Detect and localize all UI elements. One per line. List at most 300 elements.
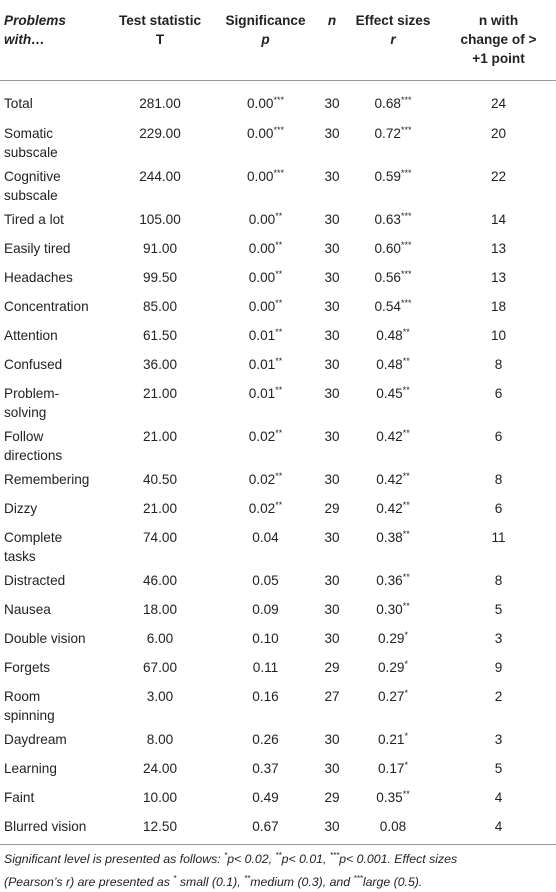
effect-size-stars: *** (400, 167, 412, 178)
effect-size-value: 0.54 (374, 298, 401, 314)
problem-label-cell (0, 323, 108, 352)
table-row (0, 352, 556, 381)
n-cell: 29 (324, 500, 340, 516)
footnote-sup: * (224, 851, 228, 860)
n-cell: 29 (324, 789, 340, 805)
n-change-cell: 4 (441, 814, 556, 845)
effect-size-stars: * (404, 687, 408, 698)
problem-label: Distracted (4, 572, 66, 588)
problem-label: Tired a lot (4, 211, 64, 227)
significance-cell (212, 727, 319, 756)
problem-label: Problem- (4, 385, 60, 401)
problem-label: Easily tired (4, 240, 71, 256)
header-test-statistic-line1: Test statistic (118, 13, 202, 28)
n-change-cell: 6 (494, 385, 503, 401)
effect-size-cell (345, 727, 441, 756)
effect-size-stars: * (404, 730, 408, 741)
test-statistic-cell: 281.00 (139, 95, 181, 111)
table-row (0, 568, 556, 597)
n-change-cell: 8 (494, 356, 503, 372)
effect-size-stars: ** (402, 788, 410, 799)
significance-cell (212, 352, 319, 381)
header-test-statistic (108, 0, 212, 80)
test-statistic-cell: 229.00 (139, 125, 181, 141)
significance-cell (212, 684, 319, 727)
significance-value: 0.49 (252, 789, 279, 805)
significance-value: 0.00 (248, 269, 276, 285)
test-statistic-cell: 244.00 (139, 168, 181, 184)
test-statistic-cell: 85.00 (142, 298, 178, 314)
header-row (0, 0, 556, 80)
effect-size-value: 0.45 (376, 385, 403, 401)
effect-size-value: 0.30 (376, 601, 403, 617)
problem-label-cell (0, 568, 108, 597)
problem-label: Follow (4, 428, 44, 444)
significance-value: 0.67 (252, 818, 279, 834)
footnote-text: large (0.5). (362, 875, 423, 890)
effect-size-stars: ** (402, 528, 410, 539)
effect-size-stars: ** (402, 384, 410, 395)
significance-value: 0.00 (248, 240, 276, 256)
header-n-change-line2: change of > (460, 32, 537, 47)
table-body (0, 80, 556, 844)
effect-size-value: 0.42 (376, 500, 403, 516)
significance-stars: ** (275, 239, 283, 250)
test-statistic-cell: 6.00 (146, 630, 174, 646)
problem-label-cell (0, 121, 108, 164)
problem-label: Room (4, 688, 41, 704)
problem-label: Nausea (4, 601, 51, 617)
effect-size-value: 0.68 (374, 95, 401, 111)
problem-label: subscale (4, 145, 58, 160)
significance-stars: ** (275, 326, 283, 337)
n-change-cell: 24 (490, 95, 507, 111)
significance-stars: ** (275, 384, 283, 395)
test-statistic-cell: 67.00 (142, 659, 178, 675)
significance-value: 0.37 (252, 760, 279, 776)
footnote-text: p< 0.001. Effect sizes (339, 852, 458, 867)
n-cell: 30 (324, 760, 340, 776)
significance-cell (212, 626, 319, 655)
n-cell: 30 (324, 240, 340, 256)
n-change-cell: 11 (491, 529, 506, 545)
effect-size-cell (345, 265, 441, 294)
table-row (0, 684, 556, 727)
n-change-cell: 10 (490, 327, 507, 343)
table-row (0, 626, 556, 655)
problem-label-cell (0, 352, 108, 381)
problem-label: subscale (4, 188, 58, 203)
effect-size-stars: ** (402, 499, 410, 510)
header-problems-line1: Problems (4, 13, 66, 28)
significance-cell (212, 785, 319, 814)
significance-cell (212, 655, 319, 684)
effect-size-cell (345, 381, 441, 424)
problem-label-cell (0, 381, 108, 424)
table-row (0, 496, 556, 525)
footnote-text: (Pearson’s r) are presented as (4, 875, 174, 890)
effect-size-cell (345, 785, 441, 814)
table-row (0, 323, 556, 352)
problem-label: Somatic (4, 125, 54, 141)
table-footnote (4, 846, 552, 892)
n-change-cell: 3 (494, 630, 503, 646)
table-row (0, 525, 556, 568)
n-change-cell: 14 (490, 211, 507, 227)
problem-label-cell (0, 265, 108, 294)
n-change-cell: 6 (494, 428, 503, 444)
effect-size-cell (345, 756, 441, 785)
test-statistic-cell: 10.00 (142, 789, 178, 805)
effect-size-value: 0.56 (374, 269, 401, 285)
effect-size-stars: ** (402, 571, 410, 582)
problem-label-cell (0, 814, 108, 845)
effect-size-stars: *** (400, 94, 412, 105)
significance-cell (212, 323, 319, 352)
effect-size-cell (345, 655, 441, 684)
significance-stars: ** (275, 470, 283, 481)
effect-size-stars: * (404, 759, 408, 770)
significance-value: 0.09 (252, 601, 279, 617)
problem-label: Concentration (4, 298, 89, 314)
significance-cell (212, 496, 319, 525)
effect-size-cell (345, 352, 441, 381)
effect-size-stars: * (404, 658, 408, 669)
footnote-sup: ** (244, 874, 251, 884)
problem-label: Headaches (4, 269, 73, 285)
effect-size-value: 0.29 (378, 659, 405, 675)
effect-size-value: 0.35 (376, 789, 403, 805)
table-row (0, 164, 556, 207)
effect-size-stars: ** (402, 427, 410, 438)
problem-label-cell (0, 164, 108, 207)
effect-size-value: 0.42 (376, 471, 403, 487)
significance-cell (212, 525, 319, 568)
effect-size-value: 0.21 (378, 731, 405, 747)
test-statistic-cell: 40.50 (142, 471, 178, 487)
significance-value: 0.00 (247, 125, 274, 141)
table-row (0, 381, 556, 424)
header-test-statistic-line2: T (155, 32, 165, 47)
n-cell: 30 (324, 269, 340, 285)
table-row (0, 424, 556, 467)
significance-stars: ** (275, 297, 283, 308)
n-change-cell: 8 (494, 471, 503, 487)
table-row (0, 597, 556, 626)
significance-cell (212, 467, 319, 496)
problem-label: Faint (4, 789, 35, 805)
significance-cell (212, 207, 319, 236)
effect-size-stars: ** (402, 355, 410, 366)
effect-size-stars: *** (400, 124, 412, 135)
effect-size-cell (345, 626, 441, 655)
problem-label-cell (0, 684, 108, 727)
effect-size-cell (345, 323, 441, 352)
significance-cell (212, 265, 319, 294)
effect-size-stars: ** (402, 326, 410, 337)
header-problems-line2: with… (4, 32, 45, 47)
effect-size-stars: *** (400, 210, 412, 221)
header-effect-sizes-line1: Effect sizes (355, 13, 431, 28)
effect-size-value: 0.48 (376, 327, 403, 343)
effect-size-cell (345, 80, 441, 121)
n-cell: 30 (319, 814, 345, 845)
problem-label-cell (0, 727, 108, 756)
significance-cell (212, 424, 319, 467)
significance-value: 0.16 (252, 688, 279, 704)
effect-size-cell (345, 121, 441, 164)
significance-cell (212, 294, 319, 323)
test-statistic-cell: 46.00 (142, 572, 178, 588)
significance-value: 0.00 (247, 95, 274, 111)
test-statistic-cell: 36.00 (142, 356, 178, 372)
problem-label-cell (0, 294, 108, 323)
n-cell: 30 (324, 529, 340, 545)
problem-label: Forgets (4, 659, 51, 675)
effect-size-value: 0.59 (374, 168, 401, 184)
test-statistic-cell: 99.50 (142, 269, 178, 285)
problem-label: Blurred vision (4, 818, 87, 834)
n-change-cell: 3 (494, 731, 503, 747)
n-cell: 30 (324, 168, 340, 184)
effect-size-value: 0.63 (374, 211, 401, 227)
effect-size-cell (345, 164, 441, 207)
effect-size-value: 0.48 (376, 356, 403, 372)
effect-size-cell (345, 814, 441, 845)
problem-label: Total (4, 95, 33, 111)
table-row (0, 655, 556, 684)
problem-label: Remembering (4, 471, 90, 487)
n-cell: 30 (324, 471, 340, 487)
test-statistic-cell: 3.00 (146, 688, 174, 704)
n-cell: 30 (324, 385, 340, 401)
header-problems (0, 0, 108, 80)
significance-stars: *** (273, 94, 284, 105)
problem-label: Complete (4, 529, 63, 545)
problem-label-cell (0, 756, 108, 785)
test-statistic-cell: 91.00 (142, 240, 178, 256)
effect-size-value: 0.72 (374, 125, 401, 141)
n-cell: 30 (324, 630, 340, 646)
header-significance-line2: p (261, 32, 270, 47)
problem-label: Dizzy (4, 500, 38, 516)
footnote-text: p< 0.01, (281, 852, 330, 867)
significance-stars: ** (275, 499, 283, 510)
n-change-cell: 13 (490, 240, 507, 256)
significance-cell (212, 756, 319, 785)
footnote-sup: ** (275, 851, 282, 860)
n-change-cell: 8 (494, 572, 503, 588)
footnote-sup: * (173, 874, 177, 884)
significance-value: 0.01 (248, 356, 276, 372)
effect-size-stars: * (404, 629, 408, 640)
problem-label: Daydream (4, 731, 67, 747)
n-change-cell: 13 (490, 269, 507, 285)
effect-size-cell (345, 467, 441, 496)
n-cell: 30 (324, 95, 340, 111)
problem-label: Attention (4, 327, 58, 343)
table-row (0, 294, 556, 323)
significance-cell (212, 164, 319, 207)
footnote-text: medium (0.3), and (250, 875, 354, 890)
table-row (0, 814, 556, 845)
significance-value: 0.00 (247, 168, 274, 184)
table-row (0, 207, 556, 236)
n-cell: 29 (324, 659, 340, 675)
table-row (0, 727, 556, 756)
significance-cell (212, 236, 319, 265)
significance-value: 0.05 (252, 572, 279, 588)
problem-label-cell (0, 655, 108, 684)
significance-cell (212, 814, 319, 845)
significance-value: 0.11 (252, 659, 279, 675)
n-change-cell: 4 (494, 789, 503, 805)
problem-label-cell (0, 785, 108, 814)
header-n-change-line3: +1 point (472, 51, 525, 66)
significance-cell (212, 568, 319, 597)
problem-label: spinning (4, 708, 55, 723)
n-cell: 30 (324, 572, 340, 588)
significance-cell (212, 80, 319, 121)
significance-stars: *** (273, 124, 284, 135)
n-change-cell: 6 (494, 500, 503, 516)
significance-stars: ** (275, 210, 283, 221)
header-n-change (441, 0, 556, 80)
significance-cell (212, 381, 319, 424)
problem-label: Double vision (4, 630, 86, 646)
n-cell: 30 (324, 125, 340, 141)
problem-label-cell (0, 626, 108, 655)
n-cell: 27 (324, 688, 340, 704)
footnote-text: Significant level is presented as follows: (4, 852, 225, 867)
effect-size-value: 0.42 (376, 428, 403, 444)
n-change-cell: 18 (490, 298, 507, 314)
test-statistic-cell: 105.00 (139, 211, 181, 227)
test-statistic-cell: 18.00 (142, 601, 178, 617)
test-statistic-cell: 8.00 (146, 731, 174, 747)
header-significance (212, 0, 319, 80)
problem-label-cell (0, 424, 108, 467)
n-cell: 30 (324, 298, 340, 314)
significance-value: 0.01 (248, 385, 276, 401)
significance-stars: ** (275, 355, 283, 366)
effect-size-stars: *** (400, 297, 412, 308)
significance-value: 0.10 (252, 630, 279, 646)
n-change-cell: 5 (494, 760, 503, 776)
problem-label: Cognitive (4, 168, 61, 184)
test-statistic-cell: 21.00 (142, 385, 178, 401)
significance-stars: ** (275, 268, 283, 279)
table-row (0, 756, 556, 785)
table-row (0, 80, 556, 121)
problem-label-cell (0, 496, 108, 525)
n-change-cell: 5 (494, 601, 503, 617)
effect-size-value: 0.38 (376, 529, 403, 545)
effect-size-cell (345, 496, 441, 525)
table-row (0, 121, 556, 164)
footnote-sup: *** (353, 874, 363, 884)
significance-value: 0.02 (248, 428, 276, 444)
problem-label: solving (4, 405, 47, 420)
effect-size-cell (345, 236, 441, 265)
significance-stars: ** (275, 427, 283, 438)
n-cell: 30 (324, 211, 340, 227)
header-effect-sizes (345, 0, 441, 80)
effect-size-stars: ** (402, 470, 410, 481)
header-effect-sizes-line2: r (390, 32, 396, 47)
problem-label-cell (0, 525, 108, 568)
test-statistic-cell: 74.00 (142, 529, 178, 545)
table-row (0, 265, 556, 294)
n-change-cell: 20 (490, 125, 507, 141)
n-cell: 30 (324, 731, 340, 747)
effect-size-cell (345, 207, 441, 236)
header-significance-line1: Significance (225, 13, 306, 28)
significance-value: 0.00 (248, 211, 276, 227)
n-change-cell: 2 (494, 688, 503, 704)
footnote-text: p< 0.02, (227, 852, 276, 867)
n-cell: 30 (324, 356, 340, 372)
problem-label: tasks (4, 549, 36, 564)
effect-size-cell (345, 424, 441, 467)
problem-label-cell (0, 236, 108, 265)
significance-value: 0.00 (248, 298, 276, 314)
test-statistic-cell: 24.00 (142, 760, 178, 776)
problem-label-cell (0, 207, 108, 236)
header-n-line1: n (327, 13, 337, 28)
effect-size-value: 0.29 (378, 630, 405, 646)
effect-size-value: 0.17 (378, 760, 405, 776)
significance-value: 0.04 (252, 529, 279, 545)
n-change-cell: 9 (494, 659, 503, 675)
table-row (0, 467, 556, 496)
effect-size-cell (345, 294, 441, 323)
significance-value: 0.01 (248, 327, 276, 343)
effect-size-cell (345, 597, 441, 626)
problem-label: Confused (4, 356, 63, 372)
header-n-change-line1: n with (478, 13, 519, 28)
footnote-text: small (0.1), (176, 875, 245, 890)
test-statistic-cell: 61.50 (142, 327, 178, 343)
test-statistic-cell: 21.00 (142, 500, 178, 516)
n-cell: 30 (324, 601, 340, 617)
problem-label: Learning (4, 760, 57, 776)
n-cell: 30 (324, 327, 340, 343)
significance-cell (212, 597, 319, 626)
n-cell: 30 (324, 428, 340, 444)
effect-size-cell (345, 568, 441, 597)
effect-size-stars: ** (402, 600, 410, 611)
table-row (0, 236, 556, 265)
effect-size-value: 0.27 (378, 688, 405, 704)
significance-value: 0.02 (248, 471, 276, 487)
significance-value: 0.26 (252, 731, 279, 747)
effect-size-stars: *** (400, 239, 412, 250)
effect-size-value: 0.08 (379, 818, 407, 834)
problem-label-cell (0, 467, 108, 496)
footnote-sup: *** (329, 851, 340, 860)
significance-stars: *** (273, 167, 284, 178)
problem-label: directions (4, 448, 63, 463)
significance-value: 0.02 (248, 500, 276, 516)
n-change-cell: 22 (490, 168, 507, 184)
effect-size-cell (345, 525, 441, 568)
problem-label-cell (0, 597, 108, 626)
effect-size-value: 0.60 (374, 240, 401, 256)
effect-size-cell (345, 684, 441, 727)
problem-label-cell (0, 80, 108, 121)
test-statistic-cell: 12.50 (108, 814, 212, 845)
